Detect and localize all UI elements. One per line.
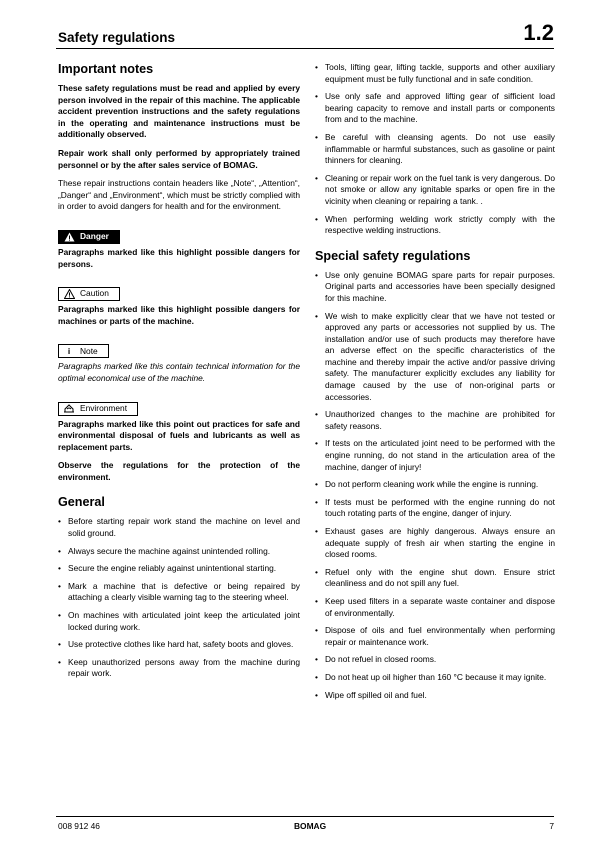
list-item: • Refuel only with the engine shut down. Ensure strict cleanliness and do not spill any fuel.	[315, 566, 555, 589]
caution-text: Paragraphs marked like this highlight possible dangers for machines or parts of the machine.	[58, 304, 300, 326]
list-item: • If tests must be performed with the engine running do not touch rotating parts of the engine, danger of injury.	[315, 496, 555, 519]
page-footer	[56, 816, 554, 833]
important-p3: These repair instructions contain headers like „Note“, „Attention“, „Danger“ and „Environment“, which must be strictly complied with in order to avoid dangers for health and for the environment.	[58, 178, 300, 212]
list-item: • Use only safe and approved lifting gear of sifficient load bearing capacity to remove and install parts or components from and to the machine.	[315, 91, 555, 125]
important-notes-heading: Important notes	[58, 62, 154, 76]
list-item: • Do not heat up oil higher than 160 °C because it may ignite.	[315, 671, 547, 682]
list-item: • Secure the engine reliably against unintentional starting.	[58, 563, 277, 574]
list-item: • If tests on the articulated joint need to be performed with the engine running, do not stand in the articulation area of the machine, danger of injury!	[315, 438, 555, 472]
note-label: Note	[80, 345, 98, 356]
right-column	[315, 62, 555, 707]
page-number: 7	[549, 821, 554, 831]
environment-text: Paragraphs marked like this point out practices for safe and environmental disposal of fuels and lubricants as well as replacement parts.	[58, 418, 300, 452]
list-item: • Keep unauthorized persons away from the machine during repair work.	[58, 656, 300, 679]
special-safety-list	[315, 270, 555, 701]
document-number: 008 912 46	[58, 821, 100, 831]
note-label-box	[58, 344, 109, 358]
list-item: • We wish to make explicitly clear that we have not tested or approved any parts or accessories not supplied by us. The installation and/or use of such products may therefore have an adverse effect on the specific characteristics of the machine and thereby impair the active and/or passive driving safety. The manufacturer explicitly excludes any liability for damage caused by the use of non-original parts or accessories.	[315, 310, 555, 402]
danger-text: Paragraphs marked like this highlight possible dangers for persons.	[58, 246, 300, 269]
danger-label-box	[58, 230, 120, 244]
list-item: • Use only genuine BOMAG spare parts for repair purposes. Original parts and accessories have been specially designed for this machine.	[315, 269, 555, 303]
brand-name: BOMAG	[294, 821, 327, 831]
left-column	[58, 62, 300, 686]
caution-label: Caution	[80, 288, 109, 299]
list-item: • Be careful with cleansing agents. Do not use easily inflammable or harmful substances, such as gasoline or paint thinners for cleaning.	[315, 131, 555, 166]
list-item: • Wipe off spilled oil and fuel.	[315, 689, 427, 700]
important-p2: Repair work shall only performed by appropriately trained personnel or by the after sales service of BOMAG.	[58, 147, 300, 170]
list-item: • Dispose of oils and fuel environmentally when performing repair or maintenance work.	[315, 625, 555, 647]
caution-label-box	[58, 287, 120, 301]
environment-icon	[62, 403, 76, 415]
list-item: • Always secure the machine against unintended rolling.	[58, 545, 271, 556]
list-item: • Use protective clothes like hard hat, safety boots and gloves.	[58, 639, 294, 650]
observe-text: Observe the regulations for the protection of the environment.	[58, 460, 300, 482]
list-item: • Unauthorized changes to the machine are prohibited for safety reasons.	[315, 409, 555, 431]
list-item: • When performing welding work strictly comply with the respective welding instructions.	[315, 213, 555, 236]
general-continued-list	[315, 62, 555, 237]
special-safety-heading: Special safety regulations	[315, 248, 471, 263]
list-item: • Do not refuel in closed rooms.	[315, 654, 437, 665]
warning-triangle-icon	[62, 231, 76, 243]
danger-label: Danger	[80, 231, 109, 242]
list-item: • Exhaust gases are highly dangerous. Always ensure an adequate supply of fresh air when starting the engine in closed rooms.	[315, 526, 555, 560]
section-number: 1.2	[523, 20, 554, 45]
environment-label: Environment	[80, 402, 128, 413]
page-header	[56, 22, 554, 49]
note-text: Paragraphs marked like this contain technical information for the optimal economical use of the machine.	[58, 361, 300, 383]
list-item: • Keep used filters in a separate waste container and dispose of environmentally.	[315, 595, 555, 618]
important-p1: These safety regulations must be read and applied by every person involved in the repair of this machine. The applicable accident prevention instructions and the safety regulations in the operating and maintenance instructions must be additionally observed.	[58, 83, 300, 140]
list-item: • Do not perform cleaning work while the engine is running.	[315, 479, 539, 490]
caution-triangle-icon	[62, 288, 76, 300]
list-item: • Mark a machine that is defective or being repaired by attaching a clearly visible warning tag to the steering wheel.	[58, 580, 300, 603]
info-i-icon: i	[67, 345, 71, 356]
general-heading: General	[58, 495, 105, 510]
general-list	[58, 516, 300, 680]
list-item: • Tools, lifting gear, lifting tackle, supports and other auxiliary equipment must be fully functional and in safe condition.	[315, 62, 555, 84]
list-item: • Cleaning or repair work on the fuel tank is very dangerous. Do not smoke or allow any ignitable sparks or open fire in the vicinity when cleaning or repairing a tank. .	[315, 172, 555, 206]
environment-label-box	[58, 402, 138, 416]
list-item: • Before starting repair work stand the machine on level and solid ground.	[58, 516, 300, 539]
list-item: • On machines with articulated joint keep the articulated joint locked during work.	[58, 610, 300, 632]
page-title: Safety regulations	[58, 30, 176, 45]
